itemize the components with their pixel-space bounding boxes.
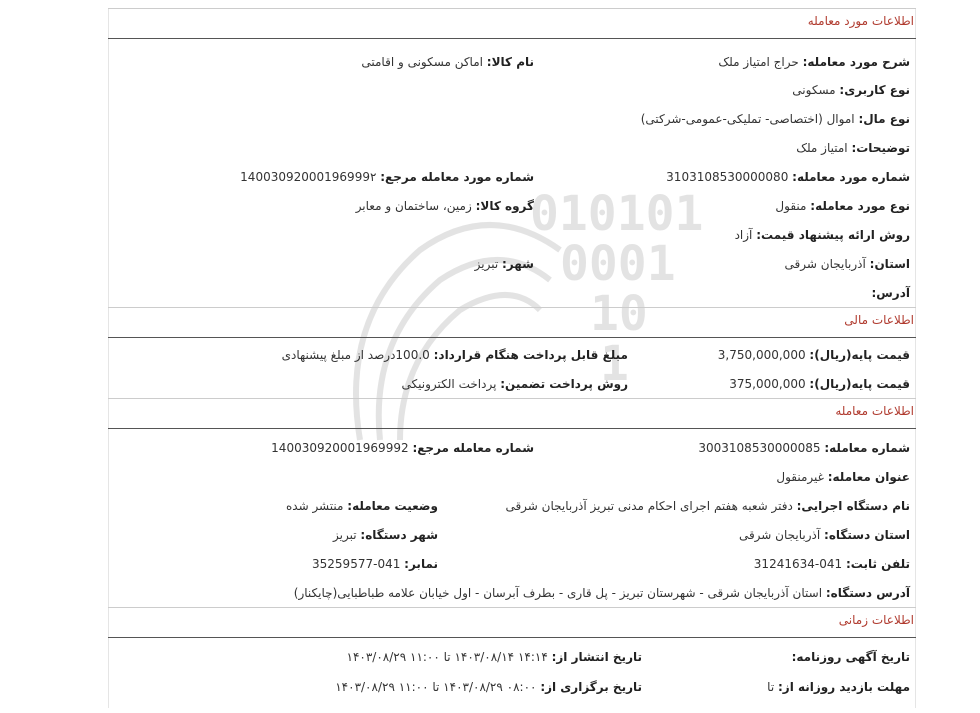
org-province-value: آذربایجان شرقی — [738, 528, 821, 542]
deal-desc-row — [718, 55, 910, 69]
notes-row — [796, 141, 910, 155]
goods-name-row — [361, 55, 534, 69]
visit-label: مهلت بازدید روزانه از: — [778, 680, 910, 694]
tx-ref-value: 140030920001969992 — [271, 441, 409, 455]
org-province-row — [739, 528, 910, 542]
goods-name-value: اماکن مسکونی و اقامتی — [361, 55, 483, 69]
section-title-transaction: اطلاعات معامله — [835, 404, 914, 418]
address-row — [871, 286, 910, 300]
deal-ref-label: شماره مورد معامله مرجع: — [380, 170, 534, 184]
method-label: روش ارائه پیشنهاد قیمت: — [756, 228, 910, 242]
org-address-value: استان آذربایجان شرقی - شهرستان تبریز - پل قاری - بطرف آبرسان - اول خیابان علامه طباطبایی(چایکنار) — [293, 586, 823, 600]
goods-group-label: گروه کالا: — [475, 199, 534, 213]
tx-status-value: منتشر شده — [285, 499, 344, 513]
item-type-label: نوع مورد معامله: — [810, 199, 910, 213]
payable-label: مبلغ قابل پرداخت هنگام قرارداد: — [433, 348, 628, 362]
tx-ref-row — [271, 441, 534, 455]
tx-title-row — [776, 470, 910, 484]
base-price2-label: قیمت پایه(ریال): — [809, 377, 910, 391]
tx-status-label: وضعیت معامله: — [347, 499, 438, 513]
hold-row — [335, 680, 642, 694]
guarantee-value: پرداخت الکترونیکی — [401, 377, 497, 391]
org-city-value: تبریز — [333, 528, 357, 542]
goods-group-value: زمین، ساختمان و معابر — [355, 199, 472, 213]
guarantee-label: روش پرداخت تضمین: — [500, 377, 628, 391]
deal-ref-row — [240, 170, 534, 184]
fax-label: نمابر: — [404, 557, 438, 571]
hold-label: تاریخ برگزاری از: — [540, 680, 642, 694]
svg-text:010101: 010101 — [530, 186, 704, 242]
svg-text:10: 10 — [590, 286, 648, 342]
city-value: تبریز — [474, 257, 499, 271]
fax-row — [312, 557, 438, 571]
deal-number-label: شماره مورد معامله: — [792, 170, 910, 184]
publish-label: تاریخ انتشار از: — [551, 650, 642, 664]
property-type-row — [641, 112, 910, 126]
payable-row — [282, 348, 628, 362]
city-label: شهر: — [502, 257, 534, 271]
section-line-financial — [108, 307, 916, 308]
usage-value: مسکونی — [792, 83, 836, 97]
section-title-deal: اطلاعات مورد معامله — [807, 14, 914, 28]
hold-value: ۰۸:۰۰ ۱۴۰۳/۰۸/۲۹ تا ۱۱:۰۰ ۱۴۰۳/۰۸/۲۹ — [335, 680, 537, 694]
org-address-row — [294, 586, 910, 600]
deal-ref-value: 14003092000196999۲ — [240, 170, 377, 184]
publish-row — [347, 650, 642, 664]
base-price2-row — [729, 377, 910, 391]
city-row — [475, 257, 534, 271]
method-value: آزاد — [734, 228, 753, 242]
org-row — [505, 499, 910, 513]
guarantee-row — [402, 377, 628, 391]
org-address-label: آدرس دستگاه: — [825, 586, 910, 600]
org-city-row — [333, 528, 438, 542]
deal-number-value: 3103108530000080 — [666, 170, 789, 184]
notes-label: توضیحات: — [851, 141, 910, 155]
visit-value: تا — [767, 680, 775, 694]
visit-row — [767, 680, 910, 694]
deal-number-row — [666, 170, 910, 184]
deal-desc-value: حراج امتیاز ملک — [718, 55, 799, 69]
property-type-label: نوع مال: — [858, 112, 910, 126]
newspaper-row — [792, 650, 910, 664]
fax-value: 041-35259577 — [312, 557, 401, 571]
org-city-label: شهر دستگاه: — [360, 528, 438, 542]
base-price-value: 3,750,000,000 — [717, 348, 806, 362]
svg-text:0001: 0001 — [560, 236, 676, 292]
tx-number-label: شماره معامله: — [824, 441, 910, 455]
org-province-label: استان دستگاه: — [824, 528, 910, 542]
payable-value: 100.0درصد از مبلغ پیشنهادی — [281, 348, 430, 362]
tx-status-row — [286, 499, 438, 513]
tx-title-value: غیرمنقول — [776, 470, 824, 484]
svg-text:1: 1 — [600, 336, 629, 392]
org-label: نام دستگاه اجرایی: — [796, 499, 910, 513]
item-type-row — [775, 199, 910, 213]
phone-label: تلفن ثابت: — [845, 557, 910, 571]
newspaper-label: تاریخ آگهی روزنامه: — [791, 650, 910, 664]
province-row — [785, 257, 910, 271]
usage-label: نوع کاربری: — [839, 83, 910, 97]
deal-desc-label: شرح مورد معامله: — [802, 55, 910, 69]
section-divider — [108, 38, 916, 39]
section-line-transaction — [108, 398, 916, 399]
section-divider-transaction — [108, 428, 916, 429]
base-price-label: قیمت پایه(ریال): — [809, 348, 910, 362]
goods-group-row — [356, 199, 534, 213]
province-value: آذربایجان شرقی — [784, 257, 866, 271]
org-value: دفتر شعبه هفتم اجرای احکام مدنی تبریز آذربایجان شرقی — [505, 499, 793, 513]
property-type-value: اموال (اختصاصی- تملیکی-عمومی-شرکتی) — [640, 112, 855, 126]
phone-row — [754, 557, 910, 571]
province-label: استان: — [869, 257, 910, 271]
tx-number-value: 3003108530000085 — [698, 441, 821, 455]
tx-ref-label: شماره معامله مرجع: — [412, 441, 534, 455]
item-type-value: منقول — [775, 199, 807, 213]
base-price-row — [718, 348, 910, 362]
section-title-time: اطلاعات زمانی — [838, 613, 914, 627]
address-label: آدرس: — [871, 286, 910, 300]
notes-value: امتیاز ملک — [796, 141, 848, 155]
phone-value: 041-31241634 — [753, 557, 843, 571]
tx-number-row — [698, 441, 910, 455]
section-divider-financial — [108, 337, 916, 338]
goods-name-label: نام کالا: — [486, 55, 534, 69]
section-divider-time — [108, 637, 916, 638]
method-row — [735, 228, 910, 242]
publish-value: ۱۴:۱۴ ۱۴۰۳/۰۸/۱۴ تا ۱۱:۰۰ ۱۴۰۳/۰۸/۲۹ — [346, 650, 548, 664]
usage-row — [792, 83, 910, 97]
section-line-time — [108, 607, 916, 608]
base-price2-value: 375,000,000 — [729, 377, 806, 391]
section-title-financial: اطلاعات مالی — [844, 313, 914, 327]
section-top-line — [108, 8, 916, 9]
tx-title-label: عنوان معامله: — [827, 470, 910, 484]
